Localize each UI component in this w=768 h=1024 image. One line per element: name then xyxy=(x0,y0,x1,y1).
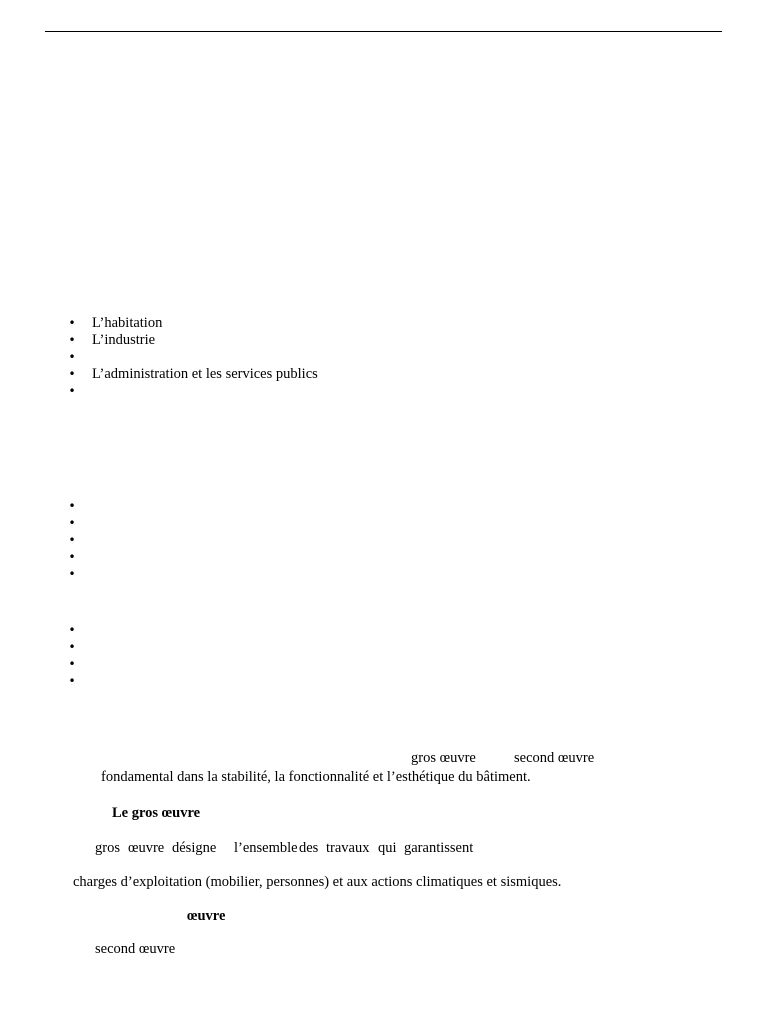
bullet-icon: • xyxy=(68,333,76,347)
bullet-icon: • xyxy=(68,367,76,381)
paragraph-2-word: gros xyxy=(95,840,120,856)
paragraph-2-word: qui xyxy=(378,840,397,856)
bullet-icon: • xyxy=(68,550,76,564)
heading-second-oeuvre: œuvre xyxy=(187,908,226,924)
paragraph-1-line-2: fondamental dans la stabilité, la fonctionnalité et l’esthétique du bâtiment. xyxy=(101,769,531,785)
bullet-icon: • xyxy=(68,533,76,547)
bullet-icon: • xyxy=(68,316,76,330)
paragraph-2-word: œuvre xyxy=(128,840,165,856)
paragraph-2-word: l’ensemble xyxy=(234,840,298,856)
bullet-icon: • xyxy=(68,350,76,364)
heading-gros-oeuvre: Le gros œuvre xyxy=(112,805,201,821)
bullet-icon: • xyxy=(68,567,76,581)
paragraph-1-fragment-gros-oeuvre: gros œuvre xyxy=(411,750,476,766)
bullet-icon: • xyxy=(68,640,76,654)
paragraph-1-fragment-second-oeuvre: second œuvre xyxy=(514,750,595,766)
paragraph-2-line-2: charges d’exploitation (mobilier, personnes) et aux actions climatiques et sismiques. xyxy=(73,874,562,890)
bullet-icon: • xyxy=(68,516,76,530)
bullet-icon: • xyxy=(68,657,76,671)
bullet-icon: • xyxy=(68,674,76,688)
paragraph-2-word: garantissent xyxy=(404,840,474,856)
paragraph-2-word: désigne xyxy=(172,840,217,856)
bullet-icon: • xyxy=(68,499,76,513)
header-rule xyxy=(45,31,722,32)
bullet-icon: • xyxy=(68,384,76,398)
paragraph-2-word: des xyxy=(299,840,319,856)
bullet-icon: • xyxy=(68,623,76,637)
paragraph-3-fragment-second-oeuvre: second œuvre xyxy=(95,941,176,957)
paragraph-2-word: travaux xyxy=(326,840,370,856)
